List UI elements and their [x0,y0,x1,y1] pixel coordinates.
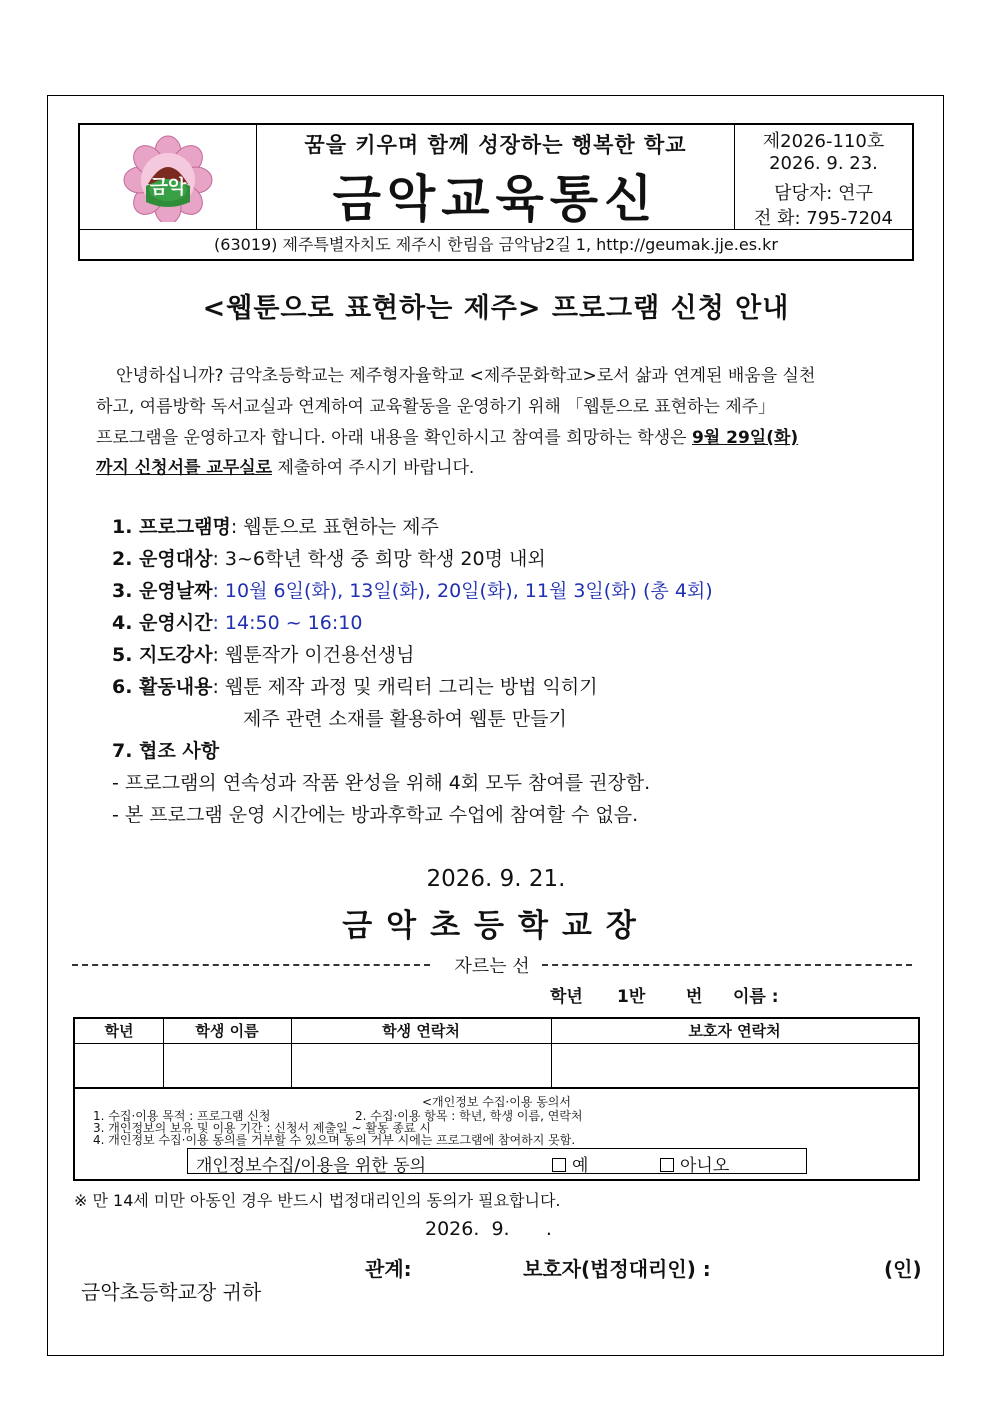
no-label: 아니오 [680,1156,730,1176]
application-form-table [73,1017,920,1089]
item-label: 5. 지도강사 [112,644,213,666]
consent-line-3: 4. 개인정보 수집·이용 동의를 거부할 수 있으며 동의 거부 시에는 프로그램에 참여하지 못함. [93,1133,576,1147]
header-student-name: 학생 이름 [195,1022,259,1040]
guardian-consent-note: ※ 만 14세 미만 아동인 경우 반드시 법정대리인의 동의가 필요합니다. [74,1191,561,1210]
school-address: (63019) 제주특별자치도 제주시 한림읍 금악남2길 1, http://geumak.jje.es.kr [80,229,912,260]
intro-text: 안녕하십니까? 금악초등학교는 제주형자율학교 <제주문화학교>로서 삶과 연계된 배움을 실천 [116,366,816,386]
title-cell [257,125,735,229]
deadline-date: 9월 29일(화) [691,428,799,448]
consent-line-1b: 2. 수집·이용 항목 : 학년, 학생 이름, 연락처 [355,1109,583,1123]
school-motto: 꿈을 키우며 함께 성장하는 행복한 학교 [304,133,687,157]
no-checkbox[interactable] [660,1158,674,1172]
class-label: 1반 [617,987,646,1007]
item-value: : 웹툰으로 표현하는 제주 [230,516,439,538]
item-value: : 14:50 ~ 16:10 [212,612,363,634]
deadline-place: 까지 신청서를 교무실로 [96,458,273,478]
item-activity [112,672,598,699]
seal-mark: (인) [884,1257,922,1281]
item-target [112,544,546,571]
yes-label: 예 [572,1156,589,1176]
header-grade: 학년 [104,1022,134,1040]
item-value: : 웹툰작가 이건용선생님 [212,644,415,666]
consent-yes-option[interactable] [552,1151,588,1176]
consent-line-2: 3. 개인정보의 보유 및 이용 기간 : 신청서 제출일 ~ 활동 종료 시 [93,1121,431,1135]
intro-text: 하고, 여름방학 독서교실과 연계하여 교육활동을 운영하기 위해 「웹툰으로 표현하는 제주」 [96,397,776,417]
guardian-label: 보호자(법정대리인) : [523,1257,711,1281]
item-activity-line2: 제주 관련 소재를 활용하여 웹툰 만들기 [243,708,567,730]
cut-line-text: 자르는 선 [446,956,537,977]
number-label: 번 [686,987,703,1007]
consent-agree-row [187,1148,807,1174]
privacy-consent-box [73,1089,920,1181]
item-label: 3. 운영날짜 [112,580,213,602]
item-label: 6. 활동내용 [112,676,213,698]
cooperation-heading: 7. 협조 사항 [112,740,220,762]
consent-agree-label: 개인정보수집/이용을 위한 동의 [196,1156,427,1176]
intro-line-3 [96,423,896,448]
name-label: 이름 : [733,987,779,1007]
phone-number: 전 화: 795-7204 [754,208,893,229]
cooperation-line-2: - 본 프로그램 운영 시간에는 방과후학교 수업에 참여할 수 없음. [112,804,639,826]
consent-no-option[interactable] [660,1151,729,1176]
issue-date: 2026. 9. 23. [769,153,878,174]
contact-person: 담당자: 연구 [774,183,873,204]
intro-line-4 [96,453,896,478]
item-label: 1. 프로그램명 [112,516,231,538]
grade-label: 학년 [550,987,583,1007]
yes-checkbox[interactable] [552,1158,566,1172]
reply-date: 2026. 9. . [425,1218,552,1240]
issue-info-cell [735,125,912,229]
intro-line-1 [116,361,916,386]
item-value: : 10월 6일(화), 13일(화), 20일(화), 11월 3일(화) (총 4회) [212,580,713,602]
newsletter-title: 금악교육통신 [332,170,659,228]
logo-text: 금악 [149,176,187,198]
item-label: 2. 운영대상 [112,548,213,570]
item-value: : 3~6학년 학생 중 희망 학생 20명 내외 [212,548,546,570]
intro-text: 제출하여 주시기 바랍니다. [272,458,475,478]
logo-cell [80,125,257,229]
intro-line-2 [96,392,896,417]
item-time [112,608,362,635]
cooperation-line-1: - 프로그램의 연속성과 작품 완성을 위해 4회 모두 참여를 권장함. [112,772,651,794]
sign-date: 2026. 9. 21. [426,866,566,892]
intro-text: 프로그램을 운영하고자 합니다. 아래 내용을 확인하시고 참여를 희망하는 학생은 [96,428,692,448]
item-label: 4. 운영시간 [112,612,213,634]
header-guardian-contact: 보호자 연락처 [688,1022,781,1040]
notice-title: <웹툰으로 표현하는 제주> 프로그램 신청 안내 [202,293,790,324]
consent-title: <개인정보 수집·이용 동의서 [421,1095,571,1109]
header-student-contact: 학생 연락처 [382,1022,460,1040]
issue-number: 제2026-110호 [762,131,885,152]
relation-label: 관계: [365,1257,412,1281]
item-program-name [112,512,439,539]
cut-line-label [72,952,912,978]
item-dates [112,576,713,603]
consent-line-1a: 1. 수집·이용 목적 : 프로그램 신청 [93,1109,271,1123]
item-instructor [112,640,415,667]
principal-title: 금악초등학교장 [342,908,650,944]
cut-line [72,952,912,976]
item-value: : 웹툰 제작 과정 및 캐릭터 그리는 방법 익히기 [212,676,598,698]
newsletter-header [78,123,914,261]
addressee: 금악초등학교장 귀하 [81,1280,262,1304]
